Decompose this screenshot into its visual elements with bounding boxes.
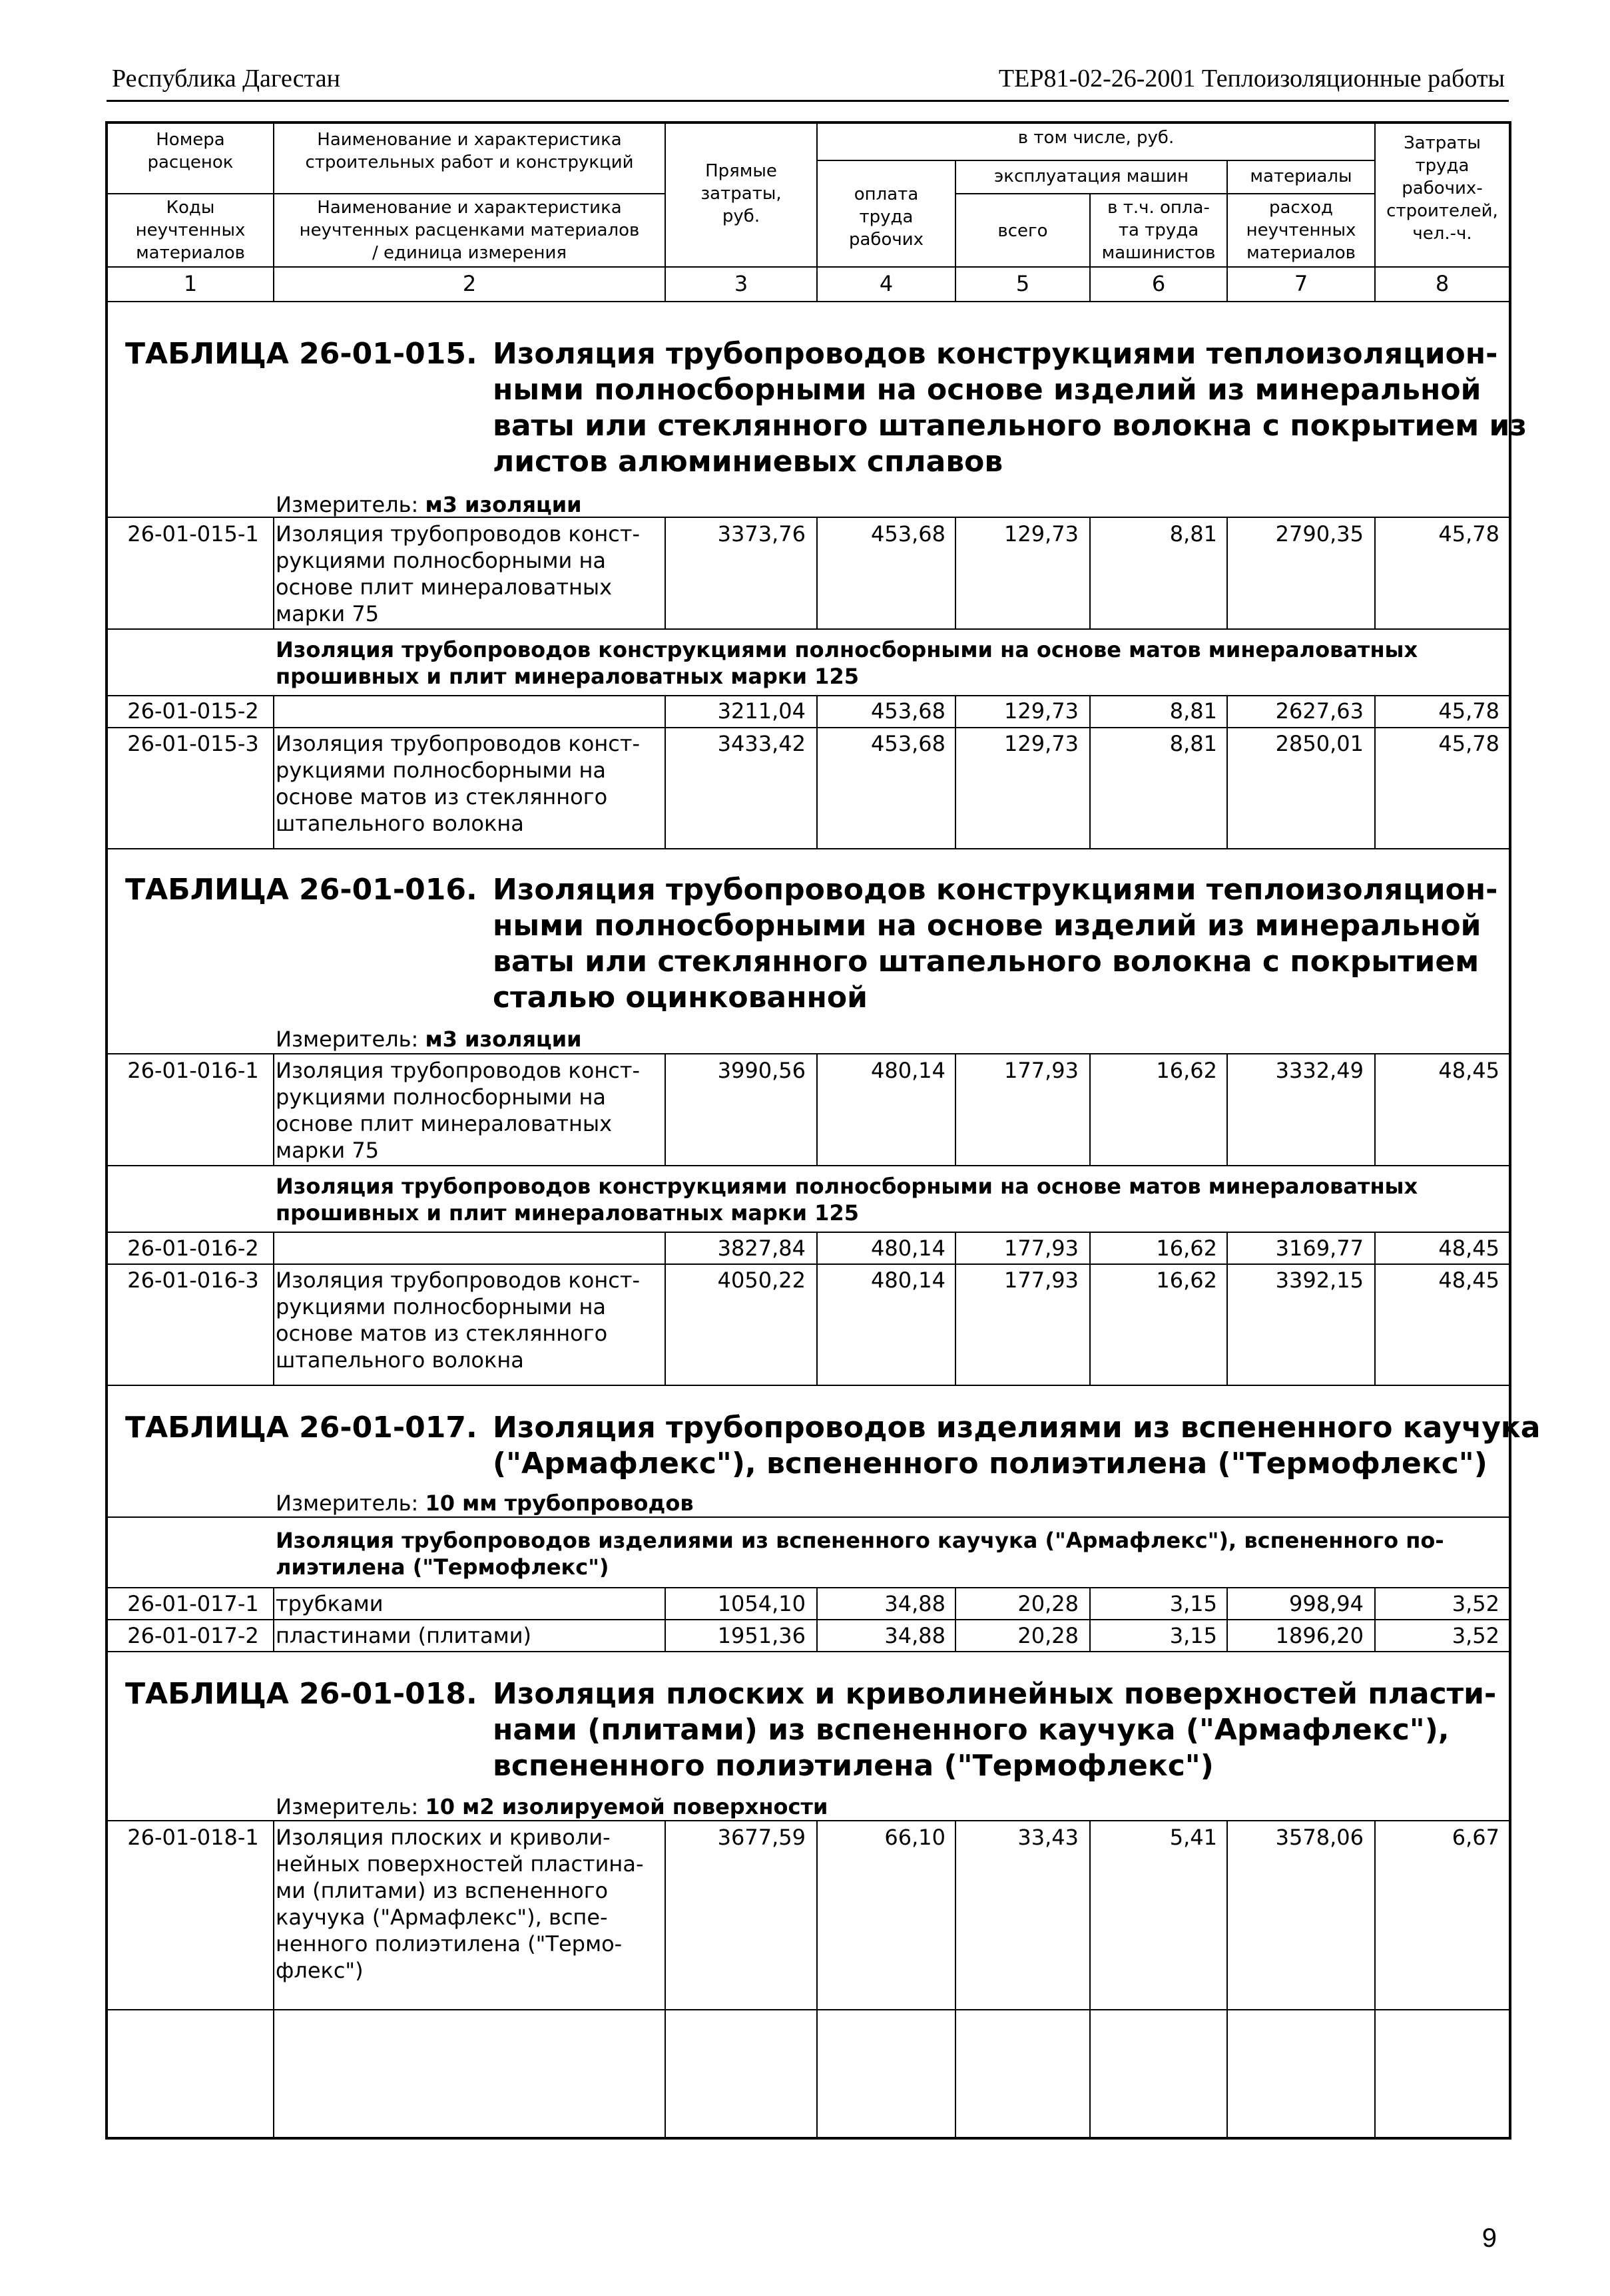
header-divider	[955, 193, 1374, 194]
col-divider	[816, 695, 818, 848]
rate-description: Изоляция трубопроводов конст-рукциями полносборными на основе матов из стеклянного штапельного волокна	[276, 1267, 641, 1373]
rate-description: Изоляция трубопроводов конст-рукциями полносборными на основе плит минераловатных марки 75	[276, 1058, 641, 1163]
rate-code: 26-01-018-1	[127, 1825, 259, 1850]
machines-total-value: 177,93	[1004, 1236, 1079, 1261]
table-measure: Измеритель: м3 изоляции	[276, 492, 582, 517]
col-number: 5	[1015, 271, 1030, 296]
labor-hours-value: 48,45	[1438, 1267, 1499, 1293]
col-divider	[273, 1232, 274, 1385]
col-divider	[1089, 695, 1091, 848]
direct-costs-value: 3677,59	[717, 1825, 806, 1850]
operator-pay-value: 16,62	[1156, 1058, 1217, 1083]
col-divider	[665, 1587, 666, 1651]
col-number: 2	[462, 271, 477, 296]
rate-code: 26-01-016-1	[127, 1058, 259, 1083]
col-header-operator-pay: в т.ч. опла- та труда машинистов	[1101, 198, 1216, 263]
col-number: 3	[734, 271, 748, 296]
rate-description: пластинами (плитами)	[276, 1623, 531, 1648]
materials-value: 3332,49	[1275, 1058, 1364, 1083]
col-divider	[1089, 1587, 1091, 1651]
col-divider	[665, 1820, 666, 2137]
direct-costs-value: 4050,22	[717, 1267, 806, 1293]
direct-costs-value: 3373,76	[717, 521, 806, 547]
rate-code: 26-01-015-3	[127, 731, 259, 756]
labor-pay-value: 34,88	[884, 1623, 945, 1648]
rate-code: 26-01-016-2	[127, 1236, 259, 1261]
col-divider	[1226, 1587, 1228, 1651]
col-number: 8	[1435, 271, 1450, 296]
rate-code: 26-01-015-1	[127, 521, 259, 547]
operator-pay-value: 16,62	[1156, 1267, 1217, 1293]
col-divider	[273, 1820, 274, 2137]
labor-pay-value: 480,14	[871, 1236, 945, 1261]
col-divider	[816, 517, 818, 628]
materials-value: 2790,35	[1275, 521, 1364, 547]
machines-total-value: 177,93	[1004, 1267, 1079, 1293]
rate-code: 26-01-017-1	[127, 1591, 259, 1616]
col-number: 7	[1294, 271, 1308, 296]
header-divider	[107, 301, 1510, 302]
table-title: Изоляция трубопроводов конструкциями теплоизоляцион- ными полносборными на основе изделий из минеральной ваты или стеклянного штапельного волокна с покрытием сталью оцинкованной	[493, 873, 1498, 1015]
table-measure: Измеритель: 10 мм трубопроводов	[276, 1491, 694, 1516]
operator-pay-value: 3,15	[1169, 1623, 1217, 1648]
row-divider	[107, 727, 1510, 728]
col-header-material-name: Наименование и характеристика неучтенных расценками материалов / единица измерения	[299, 198, 640, 263]
rate-description: Изоляция плоских и криволи-нейных поверхностей пластина-ми (плитами) из вспененного каучука ("Армафлекс"), вспе-ненного полиэтилена ("Термо-флекс")	[276, 1825, 644, 1983]
materials-value: 1896,20	[1275, 1623, 1364, 1648]
row-divider	[107, 1385, 1510, 1386]
col-header-materials: материалы	[1250, 166, 1352, 186]
header-divider	[816, 160, 1374, 161]
labor-hours-value: 48,45	[1438, 1236, 1499, 1261]
group-heading: Изоляция трубопроводов конструкциями полносборными на основе матов минераловатных прошивных и плит минераловатных марки 125	[276, 637, 1418, 689]
table-label: ТАБЛИЦА 26-01-015.	[125, 337, 477, 371]
operator-pay-value: 8,81	[1169, 521, 1217, 547]
col-divider	[1374, 1232, 1376, 1385]
rate-description: Изоляция трубопроводов конст-рукциями полносборными на основе матов из стеклянного штапельного волокна	[276, 731, 641, 836]
rate-code: 26-01-015-2	[127, 698, 259, 724]
col-divider	[1089, 1820, 1091, 2137]
col-divider	[816, 1232, 818, 1385]
direct-costs-value: 3211,04	[717, 698, 806, 724]
col-header-material-codes: Коды неучтенных материалов	[135, 198, 246, 263]
labor-pay-value: 66,10	[884, 1825, 945, 1850]
row-divider	[107, 2009, 1510, 2010]
direct-costs-value: 3990,56	[717, 1058, 806, 1083]
col-divider	[816, 1820, 818, 2137]
col-number: 4	[879, 271, 894, 296]
row-divider	[107, 1053, 1510, 1054]
operator-pay-value: 8,81	[1169, 698, 1217, 724]
operator-pay-value: 5,41	[1169, 1825, 1217, 1850]
rate-description: Изоляция трубопроводов конст-рукциями полносборными на основе плит минераловатных марки 75	[276, 521, 641, 626]
machines-total-value: 33,43	[1017, 1825, 1079, 1850]
machines-total-value: 129,73	[1004, 521, 1079, 547]
row-divider	[107, 1516, 1510, 1518]
table-label: ТАБЛИЦА 26-01-017.	[125, 1411, 477, 1445]
col-divider	[1226, 1820, 1228, 2137]
col-number: 6	[1151, 271, 1166, 296]
col-divider	[1374, 695, 1376, 848]
row-divider	[107, 517, 1510, 518]
rate-code: 26-01-017-2	[127, 1623, 259, 1648]
row-divider	[107, 628, 1510, 630]
col-divider	[1226, 1232, 1228, 1385]
labor-hours-value: 3,52	[1452, 1591, 1499, 1616]
col-divider	[1226, 695, 1228, 848]
header-document-title: ТЕР81-02-26-2001 Теплоизоляционные работы	[998, 65, 1505, 93]
operator-pay-value: 3,15	[1169, 1591, 1217, 1616]
header-divider	[107, 193, 665, 194]
col-divider	[273, 1053, 274, 1165]
col-header-direct-costs: Прямые затраты, руб.	[700, 161, 782, 226]
table-measure: Измеритель: 10 м2 изолируемой поверхности	[276, 1794, 828, 1819]
col-divider	[955, 1053, 956, 1165]
col-header-labor-pay: оплата труда рабочих	[848, 184, 924, 250]
labor-hours-value: 45,78	[1438, 521, 1499, 547]
labor-pay-value: 480,14	[871, 1058, 945, 1083]
rate-description: трубками	[276, 1591, 384, 1616]
row-divider	[107, 848, 1510, 849]
col-divider	[1374, 1820, 1376, 2137]
col-divider	[1089, 1232, 1091, 1385]
header-region: Республика Дагестан	[112, 65, 340, 93]
col-header-labor-hours: Затраты труда рабочих- строителей, чел.-ч.	[1386, 133, 1498, 244]
col-divider	[1226, 517, 1228, 628]
col-number: 1	[183, 271, 198, 296]
labor-pay-value: 453,68	[871, 698, 945, 724]
table-title: Изоляция плоских и криволинейных поверхностей пласти- нами (плитами) из вспененного каучука ("Армафлекс"), вспененного полиэтилена ("Термофлекс")	[493, 1677, 1497, 1783]
table-title: Изоляция трубопроводов конструкциями теплоизоляцион- ными полносборными на основе изделий из минеральной ваты или стеклянного штапельного волокна с покрытием из листов алюминиевых сплавов	[493, 337, 1527, 479]
materials-value: 2850,01	[1275, 731, 1364, 756]
col-header-machines: эксплуатация машин	[993, 166, 1189, 186]
col-divider	[816, 1587, 818, 1651]
row-divider	[107, 1820, 1510, 1821]
header-divider	[107, 266, 1510, 268]
group-heading: Изоляция трубопроводов изделиями из вспененного каучука ("Армафлекс"), вспененного по-лиэтилена ("Термофлекс")	[276, 1528, 1444, 1580]
row-divider	[107, 1619, 1510, 1620]
col-divider	[665, 1053, 666, 1165]
table-title: Изоляция трубопроводов изделиями из вспененного каучука ("Армафлекс"), вспененного полиэтилена ("Термофлекс")	[493, 1411, 1541, 1481]
row-divider	[107, 1651, 1510, 1652]
materials-value: 998,94	[1289, 1591, 1364, 1616]
machines-total-value: 20,28	[1017, 1591, 1079, 1616]
table-measure: Измеритель: м3 изоляции	[276, 1027, 582, 1052]
row-divider	[107, 695, 1510, 696]
col-divider	[273, 517, 274, 628]
col-divider	[665, 695, 666, 848]
table-label: ТАБЛИЦА 26-01-016.	[125, 873, 477, 907]
labor-hours-value: 48,45	[1438, 1058, 1499, 1083]
col-divider	[955, 695, 956, 848]
col-header-including: в том числе, руб.	[1017, 128, 1175, 148]
machines-total-value: 129,73	[1004, 731, 1079, 756]
col-divider	[955, 1232, 956, 1385]
row-divider	[107, 1165, 1510, 1166]
col-divider	[273, 695, 274, 848]
rate-code: 26-01-016-3	[127, 1267, 259, 1293]
operator-pay-value: 16,62	[1156, 1236, 1217, 1261]
labor-pay-value: 480,14	[871, 1267, 945, 1293]
labor-hours-value: 6,67	[1452, 1825, 1499, 1850]
col-divider	[1374, 1587, 1376, 1651]
page-number: 9	[1481, 2223, 1497, 2253]
labor-hours-value: 3,52	[1452, 1623, 1499, 1648]
labor-pay-value: 453,68	[871, 521, 945, 547]
row-divider	[107, 1232, 1510, 1233]
machines-total-value: 177,93	[1004, 1058, 1079, 1083]
col-divider	[1374, 1053, 1376, 1165]
machines-total-value: 129,73	[1004, 698, 1079, 724]
materials-value: 3392,15	[1275, 1267, 1364, 1293]
col-divider	[955, 1587, 956, 1651]
machines-total-value: 20,28	[1017, 1623, 1079, 1648]
materials-value: 3169,77	[1275, 1236, 1364, 1261]
header-rule	[107, 100, 1509, 102]
col-header-machines-total: всего	[997, 221, 1048, 241]
col-divider	[1226, 1053, 1228, 1165]
labor-pay-value: 34,88	[884, 1591, 945, 1616]
operator-pay-value: 8,81	[1169, 731, 1217, 756]
direct-costs-value: 3827,84	[717, 1236, 806, 1261]
col-divider	[955, 517, 956, 628]
col-divider	[1089, 517, 1091, 628]
materials-value: 2627,63	[1275, 698, 1364, 724]
col-header-work-name: Наименование и характеристика строительных работ и конструкций	[305, 130, 634, 172]
col-header-rate-numbers: Номера расценок	[147, 130, 234, 172]
col-divider	[1089, 1053, 1091, 1165]
col-divider	[665, 1232, 666, 1385]
labor-hours-value: 45,78	[1438, 731, 1499, 756]
materials-value: 3578,06	[1275, 1825, 1364, 1850]
labor-pay-value: 453,68	[871, 731, 945, 756]
direct-costs-value: 1951,36	[717, 1623, 806, 1648]
col-divider	[955, 1820, 956, 2137]
col-divider	[273, 1587, 274, 1651]
col-divider	[665, 517, 666, 628]
direct-costs-value: 1054,10	[717, 1591, 806, 1616]
col-header-unaccounted-materials: расход неучтенных материалов	[1246, 198, 1356, 263]
table-label: ТАБЛИЦА 26-01-018.	[125, 1677, 477, 1711]
group-heading: Изоляция трубопроводов конструкциями полносборными на основе матов минераловатных прошивных и плит минераловатных марки 125	[276, 1174, 1418, 1226]
row-divider	[107, 1263, 1510, 1265]
labor-hours-value: 45,78	[1438, 698, 1499, 724]
row-divider	[107, 1587, 1510, 1588]
col-divider	[816, 1053, 818, 1165]
direct-costs-value: 3433,42	[717, 731, 806, 756]
col-divider	[1374, 517, 1376, 628]
